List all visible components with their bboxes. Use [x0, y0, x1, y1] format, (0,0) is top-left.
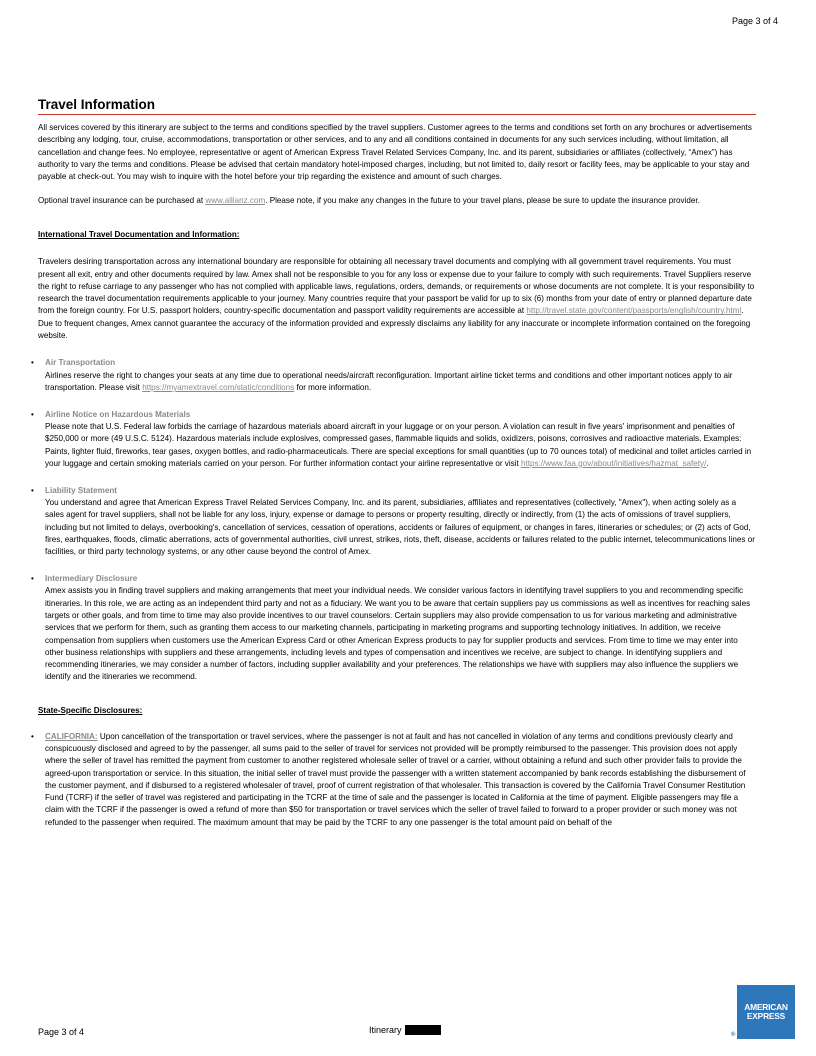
registered-mark: ® — [731, 1032, 736, 1038]
california-text: CALIFORNIA: Upon cancellation of the transportation or travel services, where the passenger is not at fault and has not cancelled in violation of any terms and conditions previously clearly and conspicuously disclosed and agreed to by the passenger, all sums paid to the seller of travel for services not provided will be promptly reimbursed to the passenger. This provision does not apply where the seller of travel has remitted the payment from customer to another registered wholesale seller of travel or a carrier, without obtaining a refund and such other provider fails to provide the agreed-upon transportation or service. In this situation, the initial seller of travel must provide the passenger with a written statement accompanied by bank records establishing the disbursement of the customer payment, and if disbursed to a registered wholesaler of travel, proof of current registration of that wholesaler. This transaction is covered by the California Travel Consumer Restitution Fund (TCRF) if the seller of travel was registered and participating in the TCRF at the time of sale and the passenger is located in California at the time of payment. Eligible passengers may file a claim with the TCRF if the passenger is owed a refund of more than $50 for transportation or travel services which the seller of travel failed to forward to a proper provider or such money was not refunded to the passenger when required. The maximum amount that may be paid by the TCRF to any one passenger is the total amount paid on behalf of the — [45, 731, 746, 827]
bullet-icon: • — [31, 409, 34, 419]
california-label: CALIFORNIA: — [45, 731, 98, 741]
list-item-california — [31, 731, 756, 829]
insurance-paragraph: Optional travel insurance can be purchased at www.allianz.com. Please note, if you make any changes in the future to your travel plans, please be sure to update the insurance provider. — [38, 195, 700, 205]
document-body — [31, 97, 756, 829]
info-list — [31, 357, 756, 683]
amex-logo — [731, 985, 795, 1039]
intermediary-title: Intermediary Disclosure — [45, 574, 138, 584]
header-page-number: Page 3 of 4 — [731, 16, 778, 26]
logo-line1: AMERICAN — [744, 1001, 788, 1012]
conditions-link[interactable]: https://myamextravel.com/static/conditions — [142, 382, 295, 392]
section-title: Travel Information — [38, 97, 756, 115]
list-item-hazmat — [31, 409, 756, 470]
liability-title: Liability Statement — [45, 485, 117, 495]
allianz-link[interactable]: www.allianz.com — [205, 195, 266, 205]
hazmat-title: Airline Notice on Hazardous Materials — [45, 409, 191, 419]
itinerary-label: Itinerary — [369, 1025, 402, 1035]
state-gov-link[interactable]: http://travel.state.gov/content/passports/english/country.html — [526, 306, 742, 316]
intermediary-text: Amex assists you in finding travel suppliers and making arrangements that meet your individual needs. We consider various factors in identifying travel suppliers to you and recommending specific itineraries. In this role, we are acting as an independent third party and not as a fiduciary. We want you to be aware that certain suppliers pay us commissions as well as incentives for reaching sales targets or other goals, and from time to time may also provide incentives to our travel counselors. Certain suppliers may also provide compensation to us for various marketing and administrative services that we perform for them, such as granting them access to our marketing channels, participating in marketing programs and supporting technology initiatives. In addition, we receive compensation from suppliers when customers use the American Express Card or other American Express products to pay for supplier products and services. From time to time we may enter into other business relationships with suppliers and these arrangements, including levels and types of compensation and incentives we receive, are subject to change. In identifying suppliers and recommending itineraries, we may consider a number of factors, including supplier availability and your preferences. The relationships we have with suppliers may also influence the suppliers we identify and the itineraries we recommend. — [45, 586, 751, 682]
bullet-icon: • — [31, 574, 34, 584]
liability-text: You understand and agree that American Express Travel Related Services Company, Inc. and its parent, subsidiaries, affiliates and representatives (collectively, "Amex"), when acting solely as a sales agent for travel suppliers, shall not be liable for any loss, injury, expense or damage to persons or property resulting, directly or indirectly, from (1) the acts of omissions of travel suppliers, including but not limited to delays, overbooking's, cancellation of services, cessation of operations, accidents or failures of equipment, or changes in fares, itineraries or schedules; or (2) acts of God, fires, earthquakes, floods, climatic aberrations, acts of governmental authorities, civil unrest, strikes, riots, theft, disease, accidents or failures related to the public internet, telecommunications lines or facilities, or third party technology systems, or any other cause beyond the control of Amex. — [45, 498, 755, 557]
list-item-air — [31, 357, 756, 394]
bullet-icon: • — [31, 485, 34, 495]
footer-itinerary — [369, 1025, 441, 1035]
intro-paragraph: All services covered by this itinerary are subject to the terms and conditions specified by the travel suppliers. Customer agrees to the terms and conditions set forth on any brochures or advertisements describing any lodging, tour, cruise, accommodations, transportation or other services, and to any and all conditions contained in documents for any such services including, without limitation, all cancellation and change fees. No employee, representative or agent of American Express Travel Related Services Company, Inc. and its parent, subsidiaries or affiliates (collectively, “Amex”) has authority to vary the terms and conditions. Please be advised that certain mandatory hotel-imposed charges, including, but not limited to, daily resort or facility fees, may be applicable to your stay and payable at check-out. You may wish to inquire with the hotel before your trip regarding the existence and amount of such charges. — [38, 123, 752, 182]
list-item-intermediary — [31, 573, 756, 684]
footer-page-number: Page 3 of 4 — [38, 1027, 85, 1037]
state-list — [31, 731, 756, 829]
hazmat-text: Please note that U.S. Federal law forbids the carriage of hazardous materials aboard aircraft in your luggage or on your person. A violation can result in five years' imprisonment and penalties of $250,000 or more (49 U.S.C. 5124). Hazardous materials include explosives, compressed gases, flammable liquids and solids, oxidizers, poisons, corrosives and radioactive materials. Examples: Paints, lighter fluid, fireworks, tear gases, oxygen bottles, and radio-pharmaceuticals. There are special exceptions for small quantities (up to 70 ounces total) of medicinal and toilet articles carried in your luggage and certain smoking materials carried on your person. For further information contact your airline representative or visit https://www.faa.gov/about/initiatives/hazmat_safety/. — [45, 422, 752, 468]
intl-heading: International Travel Documentation and Information: — [38, 230, 240, 240]
faa-link[interactable]: https://www.faa.gov/about/initiatives/hazmat_safety/ — [520, 458, 707, 468]
redacted-itinerary-number — [405, 1025, 441, 1035]
air-text: Airlines reserve the right to changes your seats at any time due to operational needs/aircraft reconfiguration. Important airline ticket terms and conditions and other important notices apply to air transportation. Please visit https://myamextravel.com/static/conditions for more information. — [45, 370, 733, 392]
bullet-icon: • — [31, 731, 34, 741]
state-heading: State-Specific Disclosures: — [38, 705, 143, 715]
bullet-icon: • — [31, 358, 34, 368]
intl-paragraph: Travelers desiring transportation across any international boundary are responsible for obtaining all necessary travel documents and complying with all government travel requirements. You must present all exit, entry and other documents required by law. Amex shall not be responsible to you for any loss or expense due to your failure to comply with such requirements. Travel Suppliers reserve the right to refuse carriage to any passenger who has not complied with applicable laws, regulations, orders, demands, or requirements or whose documents are not complete. It is your responsibility to research the travel documentation requirements applicable to your journey. Many countries require that your passport be valid for up to six (6) months from your date of entry or planned departure date from the foreign country. For U.S. passport holders, country-specific documentation and passport validity requirements are accessible at http://travel.state.gov/content/passports/english/country.html. Due to frequent changes, Amex cannot guarantee the accuracy of the information provided and expressly disclaims any liability for any inaccurate or incomplete information contained on the foregoing website. — [38, 257, 755, 341]
logo-line2: EXPRESS — [746, 1011, 786, 1021]
list-item-liability — [31, 485, 756, 559]
air-title: Air Transportation — [45, 358, 116, 368]
